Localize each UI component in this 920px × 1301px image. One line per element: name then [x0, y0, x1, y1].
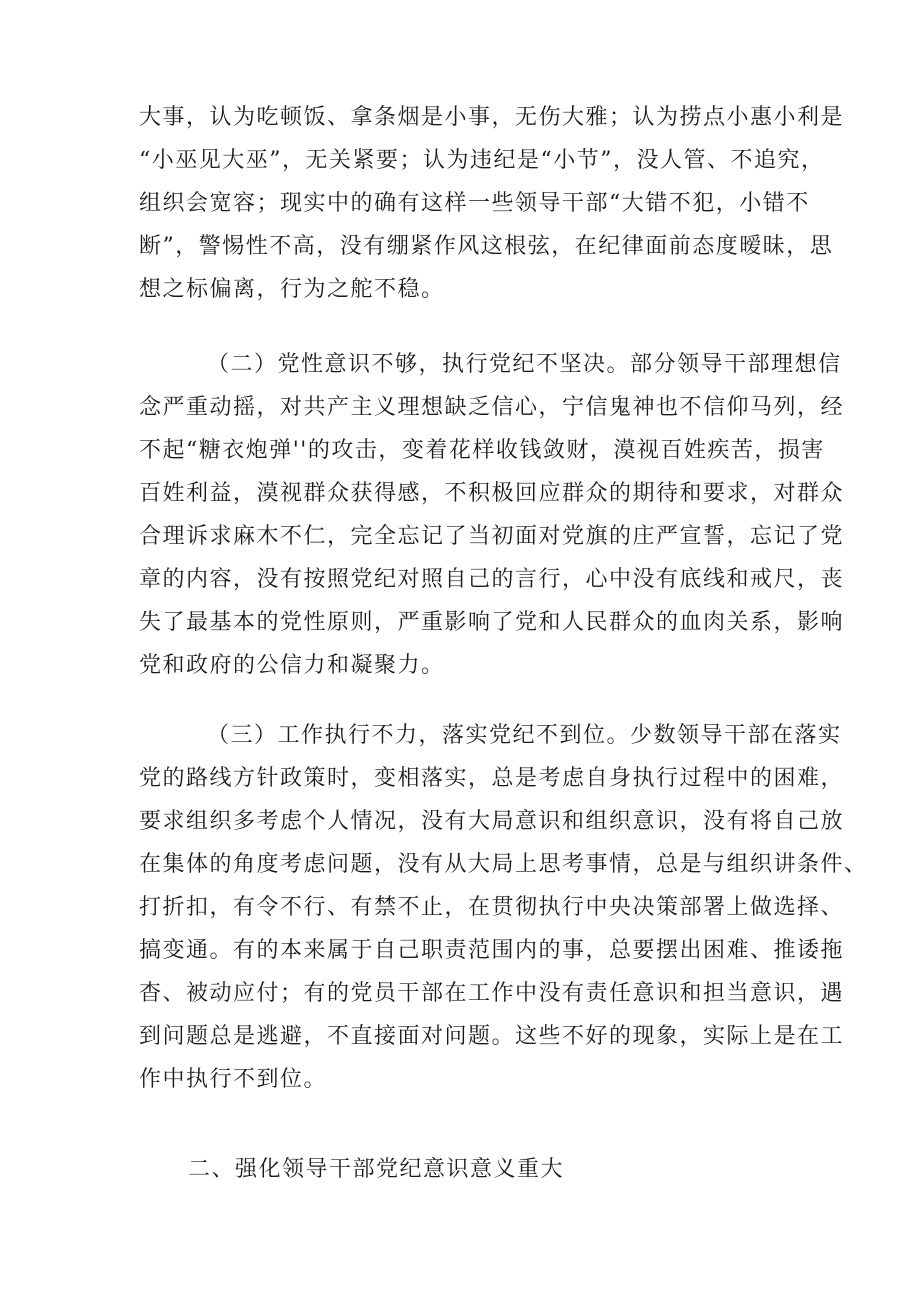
paragraph-line: 合理诉求麻木不仁，完全忘记了当初面对党旗的庄严宣誓，忘记了党: [139, 524, 845, 549]
paragraph-line: 党的路线方针政策时，变相落实，总是考虑自身执行过程中的困难，: [139, 766, 845, 791]
paragraph-line: （三）工作执行不力，落实党纪不到位。少数领导干部在落实: [207, 723, 842, 748]
paragraph-line: 党和政府的公信力和凝聚力。: [139, 653, 445, 678]
paragraph-line: 作中执行不到位。: [139, 1067, 328, 1092]
paragraph-line: 组织会宽容；现实中的确有这样一些领导干部“大错不犯，小错不: [139, 191, 810, 216]
paragraph-3: [139, 714, 868, 1101]
paragraph-2: [139, 343, 845, 687]
paragraph-line: 搞变通。有的本来属于自己职责范围内的事，总要摆出困难、推诿拖: [139, 938, 845, 963]
paragraph-line: 失了最基本的党性原则，严重影响了党和人民群众的血肉关系，影响: [139, 610, 845, 635]
paragraph-line: 章的内容，没有按照党纪对照自己的言行，心中没有底线和戒尺，丧: [139, 567, 845, 592]
section-heading: 二、强化领导干部党纪意识意义重大: [188, 1157, 565, 1182]
paragraph-line: 大事，认为吃顿饭、拿条烟是小事，无伤大雅；认为捞点小惠小利是: [139, 105, 845, 130]
paragraph-line: 要求组织多考虑个人情况，没有大局意识和组织意识，没有将自己放: [139, 809, 845, 834]
paragraph-line: 打折扣，有令不行、有禁不止，在贯彻执行中央决策部署上做选择、: [139, 895, 845, 920]
paragraph-line: 杳、被动应付；有的党员干部在工作中没有责任意识和担当意识，遇: [139, 981, 845, 1006]
paragraph-line: 百姓利益，漠视群众获得感，不积极回应群众的期待和要求，对群众: [139, 481, 845, 506]
paragraph-line: 念严重动摇，对共产主义理想缺乏信心，宁信鬼神也不信仰马列，经: [139, 395, 845, 420]
paragraph-line: 想之标偏离，行为之舵不稳。: [139, 277, 445, 302]
paragraph-line: （二）党性意识不够，执行党纪不坚决。部分领导干部理想信: [207, 352, 842, 377]
paragraph-1: [139, 96, 845, 311]
paragraph-line: 在集体的角度考虑问题，没有从大局上思考事情，总是与组织讲条件、: [139, 852, 868, 877]
paragraph-line: “小巫见大巫”，无关紧要；认为违纪是“小节”，没人管、不追究，: [139, 148, 825, 173]
paragraph-line: 到问题总是逃避，不直接面对问题。这些不好的现象，实际上是在工: [139, 1024, 845, 1049]
paragraph-line: 断”，警惕性不高，没有绷紧作风这根弦，在纪律面前态度暧昧，思: [139, 234, 834, 259]
paragraph-line: 不起“糖衣炮弹''的攻击，变着花样收钱敛财，漠视百姓疾苦，损害: [139, 438, 825, 463]
